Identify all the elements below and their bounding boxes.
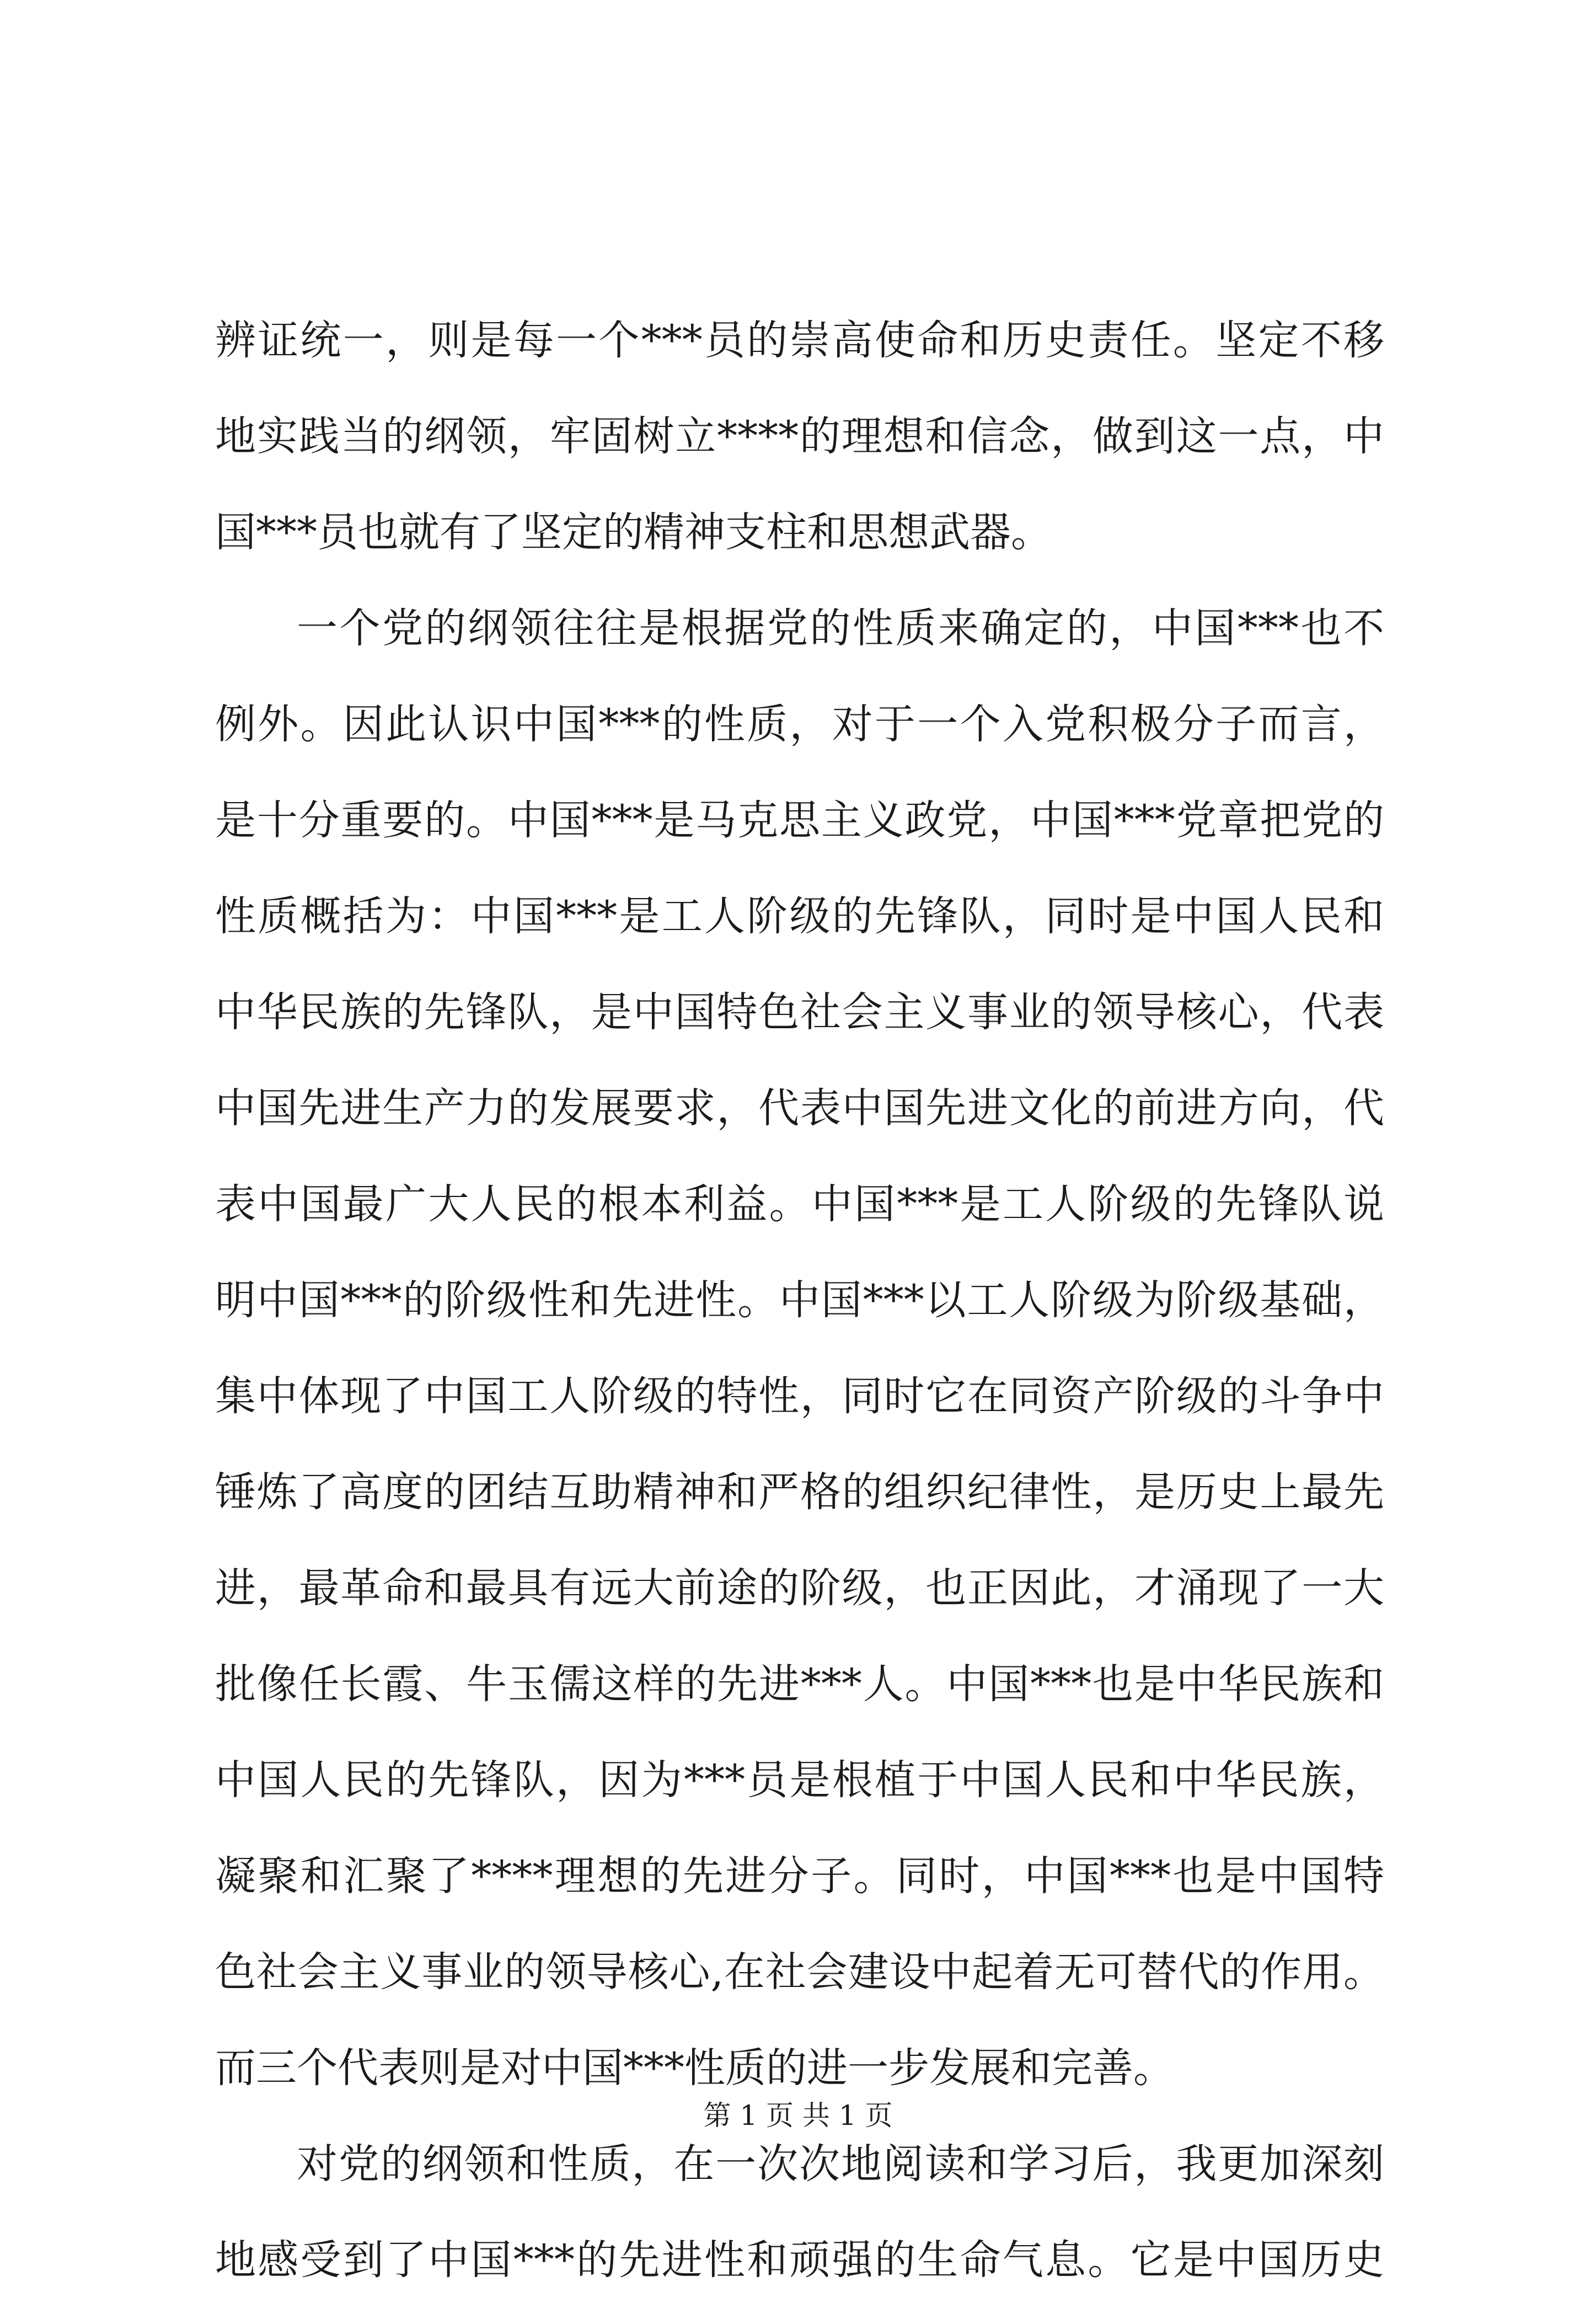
text-line: 例外。因此认识中国***的性质，对于一个入党积极分子而言， bbox=[215, 701, 1384, 748]
text-line: 而三个代表则是对中国***性质的进一步发展和完善。 bbox=[215, 2044, 1174, 2092]
text-line: 凝聚和汇聚了****理想的先进分子。同时，中国***也是中国特 bbox=[215, 1852, 1384, 1900]
text-line: 批像任长霞、牛玉儒这样的先进***人。中国***也是中华民族和 bbox=[215, 1660, 1384, 1708]
text-line: 对党的纲领和性质，在一次次地阅读和学习后，我更加深刻 bbox=[297, 2140, 1384, 2188]
text-line: 国***员也就有了坚定的精神支柱和思想武器。 bbox=[215, 509, 1052, 556]
text-line: 进，最革命和最具有远大前途的阶级，也正因此，才涌现了一大 bbox=[215, 1564, 1384, 1612]
paragraph bbox=[215, 292, 1384, 580]
page-footer bbox=[0, 2096, 1596, 2135]
text-line: 地感受到了中国***的先进性和顽强的生命气息。它是中国历史 bbox=[215, 2236, 1384, 2284]
text-line: 性质概括为：中国***是工人阶级的先锋队，同时是中国人民和 bbox=[215, 893, 1384, 940]
text-line: 辨证统一，则是每一个***员的崇高使命和历史责任。坚定不移 bbox=[215, 317, 1384, 364]
text-line: 一个党的纲领往往是根据党的性质来确定的，中国***也不 bbox=[297, 605, 1384, 652]
page-number-label: 第 1 页 共 1 页 bbox=[703, 2099, 893, 2131]
paragraph bbox=[215, 580, 1384, 2116]
text-line: 中华民族的先锋队，是中国特色社会主义事业的领导核心，代表 bbox=[215, 989, 1384, 1036]
text-line: 是十分重要的。中国***是马克思主义政党，中国***党章把党的 bbox=[215, 797, 1384, 844]
text-line: 锤炼了高度的团结互助精神和严格的组织纪律性，是历史上最先 bbox=[215, 1468, 1384, 1516]
text-line: 中国先进生产力的发展要求，代表中国先进文化的前进方向，代 bbox=[215, 1084, 1384, 1132]
text-line: 色社会主义事业的领导核心,在社会建设中起着无可替代的作用。 bbox=[215, 1948, 1384, 1996]
text-line: 地实践当的纲领，牢固树立****的理想和信念，做到这一点，中 bbox=[215, 413, 1384, 460]
text-line: 表中国最广大人民的根本利益。中国***是工人阶级的先锋队说 bbox=[215, 1180, 1384, 1228]
text-line: 集中体现了中国工人阶级的特性，同时它在同资产阶级的斗争中 bbox=[215, 1372, 1384, 1420]
text-line: 中国人民的先锋队，因为***员是根植于中国人民和中华民族， bbox=[215, 1756, 1384, 1804]
paragraph bbox=[215, 2116, 1384, 2308]
text-line: 明中国***的阶级性和先进性。中国***以工人阶级为阶级基础， bbox=[215, 1276, 1384, 1324]
document-body bbox=[215, 292, 1384, 2308]
